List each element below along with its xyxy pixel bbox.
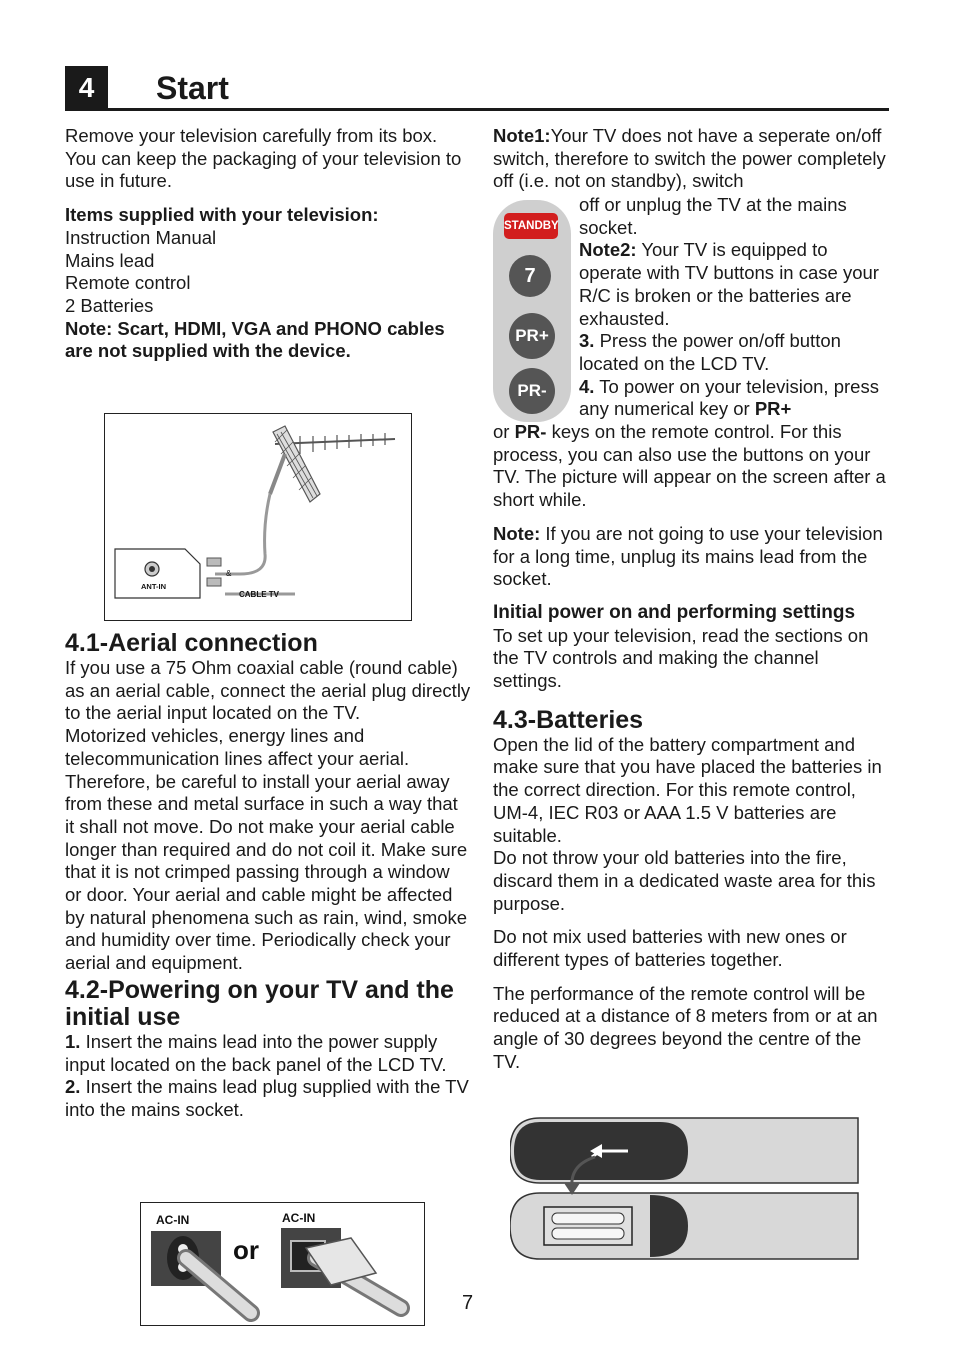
step-1-number: 1. [65,1030,81,1052]
right-column-main [493,421,889,1074]
note-unplug-text: If you are not going to use your television for a long time, unplug its mains lead from the socket. [493,522,883,590]
step-1-text: Insert the mains lead into the power supply input located on the back panel of the LCD TV. [65,1030,447,1075]
cable-tv-label: CABLE TV [239,590,279,599]
aerial-paragraph-2: Motorized vehicles, energy lines and telecommunication lines affect your aerial. Therefore, be careful to install your aerial away from these and metal surface in such a way that it shall not move. Do not make your aerial cable longer than required and do not coil it. Make sure that it is not crimped passing through a window or door. Your aerial and cable might be affected by natural phenomena such as rain, wind, smoke and humidity over time. Periodically check your aerial and equipment. [65,725,468,974]
number-7-button: 7 [509,255,551,297]
item-mains-lead: Mains lead [65,249,155,271]
note1-text: Your TV does not have a seperate on/off switch, therefore to switch the power completely off (i.e. not on standby), switch [493,125,886,192]
header-rule [65,108,889,111]
step-3-number: 3. [579,330,595,352]
aerial-illustration [105,414,410,619]
ant-in-label: ANT-IN [141,582,166,591]
note1-continued: off or unplug the TV at the mains socket. [579,194,847,238]
battery-figure [510,1117,860,1262]
batteries-heading: 4.3-Batteries [493,705,644,734]
pr-minus-button: PR- [509,368,555,414]
step-2-text: Insert the mains lead plug supplied with the TV into the mains socket. [65,1076,469,1120]
power-step-1 [65,1031,471,1076]
power-heading: 4.2-Powering on your TV and the initial use [65,975,454,1031]
batteries-paragraph-4: The performance of the remote control will be reduced at a distance of 8 meters from or at an angle of 30 degrees beyond the centre of the TV. [493,982,878,1072]
batteries-paragraph-1: Open the lid of the battery compartment and make sure that you have placed the batteries in the correct direction. For this remote control, UM-4, IEC R03 or AAA 1.5 V batteries are suitable. [493,733,882,846]
section-number: 4 [65,66,108,110]
ac-in-left-label: AC-IN [156,1213,190,1227]
step-2-number: 2. [65,1076,81,1098]
standby-button: STANDBY [504,213,558,239]
note2-label: Note2: [579,239,637,261]
step-4-text-a: To power on your television, press any numerical key or [579,375,879,420]
item-remote: Remote control [65,272,191,294]
battery-illustration [510,1117,860,1262]
ac-in-illustration [141,1203,423,1324]
cables-note: Note: Scart, HDMI, VGA and PHONO cables are not supplied with the device. [65,317,445,362]
initial-text: To set up your television, read the sections on the TV controls and making the channel settings. [493,624,869,692]
notes-beside-remote [579,194,889,421]
batteries-paragraph-2: Do not throw your old batteries into the fire, discard them in a dedicated waste area for this purpose. [493,847,876,914]
aerial-figure [104,413,412,621]
note1-label: Note1: [493,125,551,146]
aerial-heading: 4.1-Aerial connection [65,629,318,657]
page-number: 7 [462,1292,474,1314]
item-manual: Instruction Manual [65,226,217,248]
step-4-number: 4. [579,375,595,397]
ac-in-right-label: AC-IN [282,1211,316,1225]
item-batteries: 2 Batteries [65,294,154,316]
aerial-paragraph-1: If you use a 75 Ohm coaxial cable (round cable) as an aerial cable, connect the aerial plug directly to the aerial input located on the TV. [65,657,471,724]
intro-text: Remove your television carefully from its box. You can keep the packaging of your television to use in future. [65,125,462,192]
note1-intro [493,125,893,193]
left-column-bottom [65,630,471,1122]
or-label: or [233,1235,259,1265]
items-heading: Items supplied with your television: [65,204,379,226]
step-4-pr-plus: PR+ [754,398,792,420]
pr-plus-button: PR+ [509,313,555,359]
left-column-top [65,125,465,363]
step-4-text-b: keys on the remote control. For this process, you can also use the buttons on your TV. The picture will appear on the screen after a short while. [493,421,886,511]
note2-text: Your TV is equipped to operate with TV buttons in case your R/C is broken or the batteries are exhausted. [579,239,879,329]
section-title: Start [156,70,229,106]
batteries-paragraph-3: Do not mix used batteries with new ones or different types of batteries together. [493,926,847,971]
initial-heading: Initial power on and performing settings [493,601,856,623]
step-3-text: Press the power on/off button located on the LCD TV. [579,330,841,374]
note-unplug-label: Note: [493,522,541,544]
step-4-or: or [493,421,515,442]
ampersand-label: & [226,569,232,578]
power-step-2 [65,1076,471,1121]
remote-button-strip [493,200,571,422]
ac-in-figure [140,1202,425,1326]
step-4-pr-minus: PR- [514,421,547,442]
